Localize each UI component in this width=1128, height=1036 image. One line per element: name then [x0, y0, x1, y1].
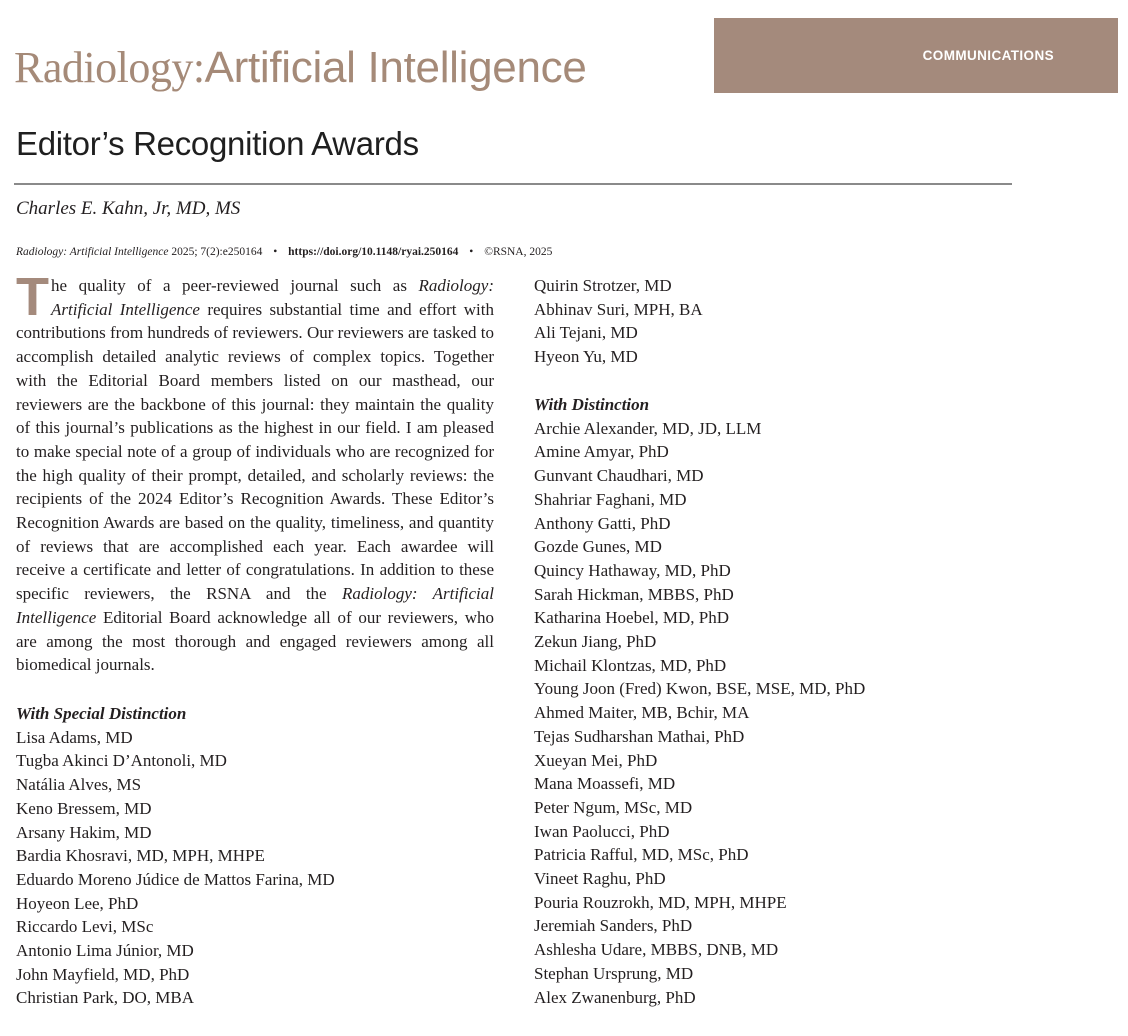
awardee-name: Young Joon (Fred) Kwon, BSE, MSE, MD, PhD [534, 679, 866, 699]
journal-name-italic: Radiology: Artificial Intelligence [51, 276, 494, 319]
special-distinction-section [16, 702, 494, 1010]
awardee-name: Katharina Hoebel, MD, PhD [534, 608, 729, 628]
title-divider [14, 183, 1012, 185]
awardee-name: Amine Amyar, PhD [534, 442, 669, 462]
awardee-name: Tugba Akinci D’Antonoli, MD [16, 751, 227, 771]
citation-line [16, 244, 552, 260]
awardee-name: Quincy Hathaway, MD, PhD [534, 560, 731, 580]
journal-name-italic: Radiology: Artificial Intelligence [16, 584, 494, 627]
awardee-name: Mana Moassefi, MD [534, 774, 676, 794]
section-banner [714, 18, 1118, 93]
special-distinction-list [16, 726, 494, 1010]
awardee-name: Jeremiah Sanders, PhD [534, 916, 693, 936]
distinction-heading: With Distinction [534, 395, 650, 414]
citation-volume: 2025; 7(2):e250164 [171, 246, 263, 258]
author-byline: Charles E. Kahn, Jr, MD, MS [16, 198, 241, 219]
left-column [16, 267, 494, 677]
awardee-name: Riccardo Levi, MSc [16, 917, 154, 937]
special-distinction-list-continued [534, 274, 1014, 369]
awardee-name: Hyeon Yu, MD [534, 347, 638, 367]
awardee-name: Arsany Hakim, MD [16, 822, 152, 842]
awardee-name: Gunvant Chaudhari, MD [534, 466, 704, 486]
awardee-name: Keno Bressem, MD [16, 798, 152, 818]
awardee-name: Hoyeon Lee, PhD [16, 893, 139, 913]
citation-bullet: • [273, 246, 278, 258]
citation-copyright: ©RSNA, 2025 [484, 246, 553, 258]
intro-paragraph [16, 267, 494, 677]
awardee-name: Stephan Ursprung, MD [534, 963, 694, 983]
right-column [534, 274, 1014, 369]
awardee-name: Sarah Hickman, MBBS, PhD [534, 584, 734, 604]
awardee-name: Pouria Rouzrokh, MD, MPH, MHPE [534, 892, 787, 912]
awardee-name: Eduardo Moreno Júdice de Mattos Farina, MD [16, 869, 335, 889]
citation-doi-link[interactable]: https://doi.org/10.1148/ryai.250164 [288, 246, 459, 258]
paragraph-text: requires substantial time and effort with contributions from hundreds of reviewers. Our reviewers are tasked to accomplish detailed analytic reviews of complex topics. Together with the Editorial Board members listed on our masthead, our reviewers are the backbone of this journal: they maintain the quality of this journal’s publications as the highest in our field. I am pleased to make special note of a group of individuals who are recognized for the high quality of their prompt, detailed, and scholarly reviews: the recipients of the 2024 Editor’s Recognition Awards. These Editor’s Recognition Awards are based on the quality, timeliness, and quantity of reviews that are accomplished each year. Each awardee will receive a certificate and letter of congratulations. In addition to these specific reviewers, the RSNA and the [16, 299, 494, 604]
awardee-name: Bardia Khosravi, MD, MPH, MHPE [16, 846, 265, 866]
distinction-list [534, 417, 1014, 1010]
awardee-name: Xueyan Mei, PhD [534, 750, 658, 770]
awardee-name: Lisa Adams, MD [16, 727, 133, 747]
awardee-name: Alex Zwanenburg, PhD [534, 987, 696, 1007]
awardee-name: Christian Park, DO, MBA [16, 988, 195, 1008]
paragraph-text: he quality of a peer-reviewed journal such as [51, 276, 419, 295]
journal-title [14, 38, 587, 98]
drop-cap: T [16, 267, 49, 327]
citation-journal: Radiology: Artificial Intelligence [16, 246, 169, 258]
special-distinction-heading: With Special Distinction [16, 704, 187, 723]
citation-bullet: • [469, 246, 474, 258]
awardee-name: Ashlesha Udare, MBBS, DNB, MD [534, 940, 779, 960]
journal-name-main: Radiology: [14, 43, 205, 92]
awardee-name: Peter Ngum, MSc, MD [534, 797, 693, 817]
journal-name-sub: Artificial Intelligence [204, 43, 587, 92]
article-title: Editor’s Recognition Awards [16, 125, 419, 162]
awardee-name: Ali Tejani, MD [534, 323, 638, 343]
awardee-name: Abhinav Suri, MPH, BA [534, 299, 703, 319]
awardee-name: Patricia Rafful, MD, MSc, PhD [534, 845, 749, 865]
distinction-section [534, 393, 1014, 1009]
awardee-name: Archie Alexander, MD, JD, LLM [534, 418, 762, 438]
awardee-name: Vineet Raghu, PhD [534, 869, 666, 889]
awardee-name: Quirin Strotzer, MD [534, 276, 672, 295]
section-label: COMMUNICATIONS [922, 48, 1054, 63]
awardee-name: Shahriar Faghani, MD [534, 489, 687, 509]
awardee-name: Antonio Lima Júnior, MD [16, 941, 194, 961]
awardee-name: Zekun Jiang, PhD [534, 632, 657, 652]
awardee-name: Tejas Sudharshan Mathai, PhD [534, 726, 745, 746]
awardee-name: Michail Klontzas, MD, PhD [534, 655, 727, 675]
awardee-name: Iwan Paolucci, PhD [534, 821, 670, 841]
paragraph-text: Editorial Board acknowledge all of our reviewers, who are among the most thorough and engaged reviewers among all biomedical journals. [16, 607, 494, 675]
awardee-name: Gozde Gunes, MD [534, 537, 662, 557]
awardee-name: Natália Alves, MS [16, 775, 142, 795]
awardee-name: Ahmed Maiter, MB, Bchir, MA [534, 703, 750, 723]
awardee-name: John Mayfield, MD, PhD [16, 964, 190, 984]
awardee-name: Anthony Gatti, PhD [534, 513, 671, 533]
